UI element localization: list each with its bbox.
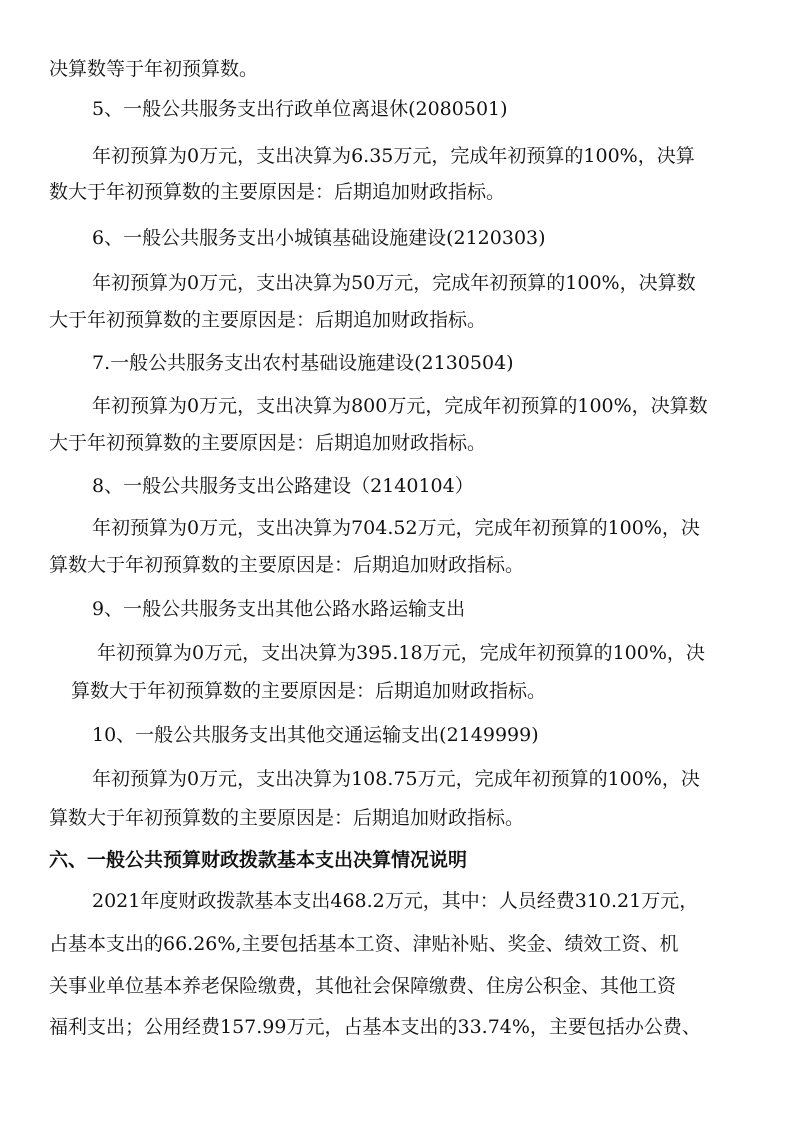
- item-8-text-line-2: 算数大于年初预算数的主要原因是：后期追加财政指标。: [49, 554, 525, 576]
- item-9-text-line-1: 年初预算为0万元，支出决算为395.18万元，完成年初预算的100%，决: [97, 642, 705, 664]
- item-9-title: 9、一般公共服务支出其他公路水路运输支出: [92, 598, 466, 620]
- section-6-text-line-3: 关事业单位基本养老保险缴费，其他社会保障缴费、住房公积金、其他工资: [49, 975, 677, 997]
- item-6-text-line-1: 年初预算为0万元，支出决算为50万元，完成年初预算的100%，决算数: [92, 272, 696, 294]
- item-10-text-line-2: 算数大于年初预算数的主要原因是：后期追加财政指标。: [49, 807, 525, 829]
- section-6-text-line-1: 2021年度财政拨款基本支出468.2万元，其中：人员经费310.21万元，: [92, 890, 699, 912]
- item-10-text-line-1: 年初预算为0万元，支出决算为108.75万元，完成年初预算的100%，决: [92, 768, 700, 790]
- item-5-text-line-2: 数大于年初预算数的主要原因是：后期追加财政指标。: [49, 181, 506, 203]
- section-6-text-line-4: 福利支出；公用经费157.99万元，占基本支出的33.74%，主要包括办公费、: [49, 1016, 701, 1038]
- item-8-text-line-1: 年初预算为0万元，支出决算为704.52万元，完成年初预算的100%，决: [92, 517, 700, 539]
- item-8-title: 8、一般公共服务支出公路建设（2140104）: [92, 475, 474, 497]
- item-5-title: 5、一般公共服务支出行政单位离退休(2080501): [92, 98, 508, 120]
- section-6-text-line-2: 占基本支出的66.26%,主要包括基本工资、津贴补贴、奖金、绩效工资、机: [49, 933, 679, 955]
- section-6-heading: 六、一般公共预算财政拨款基本支出决算情况说明: [49, 849, 468, 871]
- item-6-text-line-2: 大于年初预算数的主要原因是：后期追加财政指标。: [49, 309, 487, 331]
- item-7-text-line-1: 年初预算为0万元，支出决算为800万元，完成年初预算的100%，决算数: [92, 395, 708, 417]
- item-5-text-line-1: 年初预算为0万元，支出决算为6.35万元，完成年初预算的100%，决算: [92, 145, 695, 167]
- item-6-title: 6、一般公共服务支出小城镇基础设施建设(2120303): [92, 227, 546, 249]
- item-7-text-line-2: 大于年初预算数的主要原因是：后期追加财政指标。: [49, 432, 487, 454]
- item-9-text-line-2: 算数大于年初预算数的主要原因是：后期追加财政指标。: [71, 680, 547, 702]
- item-7-title: 7.一般公共服务支出农村基础设施建设(2130504): [92, 352, 514, 374]
- text-line-continuation: 决算数等于年初预算数。: [49, 58, 259, 80]
- item-10-title: 10、一般公共服务支出其他交通运输支出(2149999): [92, 724, 539, 746]
